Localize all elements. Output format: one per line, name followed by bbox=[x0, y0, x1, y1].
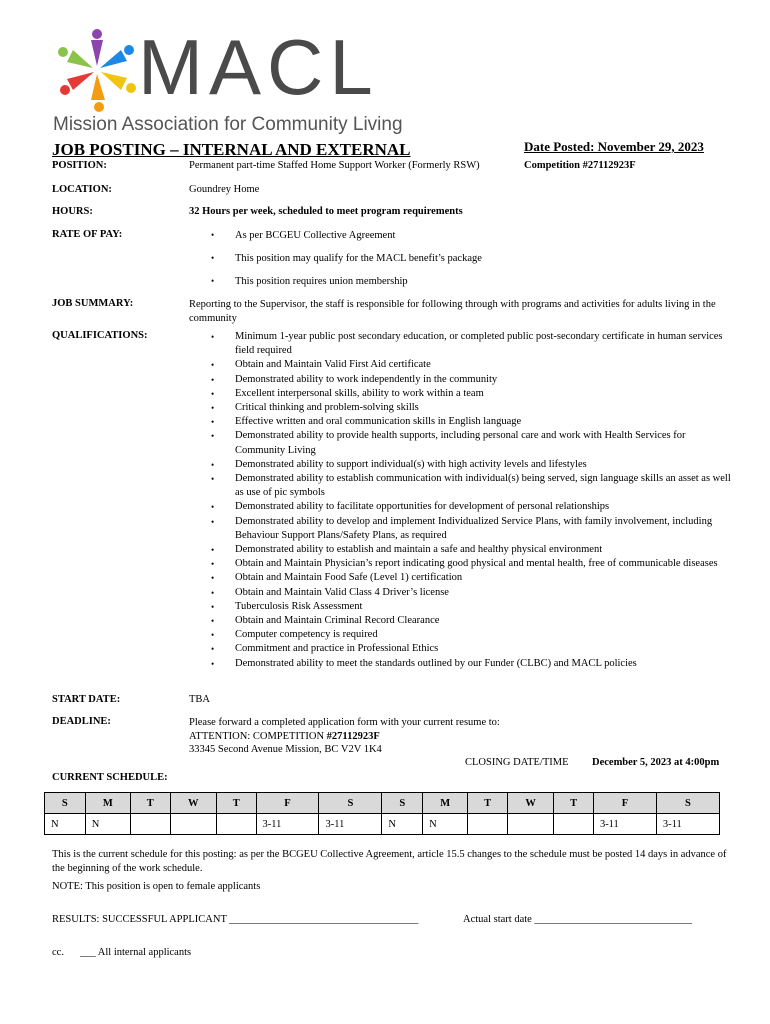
position-value: Permanent part-time Staffed Home Support Worker (Formerly RSW) bbox=[189, 160, 480, 171]
schedule-cell bbox=[130, 814, 170, 835]
schedule-cell bbox=[216, 814, 256, 835]
summary-value: Reporting to the Supervisor, the staff is responsible for following through with programs and activities for adults living in the community bbox=[189, 299, 716, 324]
start-date-value: TBA bbox=[189, 694, 210, 705]
deadline-address: 33345 Second Avenue Mission, BC V2V 1K4 bbox=[189, 744, 382, 755]
deadline-attention bbox=[189, 730, 500, 744]
schedule-day: W bbox=[170, 793, 216, 814]
date-posted: Date Posted: November 29, 2023 bbox=[524, 139, 704, 154]
list-item: • Demonstrated ability to develop and implement Individualized Service Plans, with family involvement, including Behaviour Support Plans/Safety Plans, as required bbox=[189, 515, 734, 543]
attention-text: ATTENTION: COMPETITION bbox=[189, 730, 327, 742]
logo-text: MACL bbox=[138, 23, 379, 111]
list-item: • Excellent interpersonal skills, ability to work within a team bbox=[189, 387, 734, 401]
rate-list bbox=[189, 224, 729, 293]
logo-pinwheel-icon bbox=[52, 28, 142, 113]
schedule-day: T bbox=[130, 793, 170, 814]
org-name: Mission Association for Community Living bbox=[53, 114, 403, 135]
deadline-label: DEADLINE: bbox=[52, 716, 111, 727]
list-item: • This position may qualify for the MACL benefit’s package bbox=[189, 247, 729, 270]
schedule-cell: N bbox=[382, 814, 423, 835]
schedule-cell: N bbox=[45, 814, 86, 835]
hours-label: HOURS: bbox=[52, 206, 93, 217]
rate-label: RATE OF PAY: bbox=[52, 229, 123, 240]
closing-label: CLOSING DATE/TIME bbox=[465, 757, 569, 768]
list-item: • As per BCGEU Collective Agreement bbox=[189, 224, 729, 247]
closing-value: December 5, 2023 at 4:00pm bbox=[592, 757, 720, 768]
schedule-cell: N bbox=[85, 814, 130, 835]
list-item: • Demonstrated ability to establish and maintain a safe and healthy physical environment bbox=[189, 543, 734, 557]
hours-value: 32 Hours per week, scheduled to meet program requirements bbox=[189, 206, 463, 217]
schedule-cell bbox=[468, 814, 508, 835]
schedule-cell: 3-11 bbox=[593, 814, 656, 835]
qualifications-label: QUALIFICATIONS: bbox=[52, 330, 148, 341]
deadline-instruction: Please forward a completed application form with your current resume to: bbox=[189, 717, 500, 728]
schedule-day: S bbox=[656, 793, 719, 814]
schedule-header-row bbox=[45, 793, 720, 814]
schedule-note: This is the current schedule for this posting: as per the BCGEU Collective Agreement, article 15.5 changes to the schedule must be posted 14 days in advance of the beginning of the work schedule. bbox=[52, 849, 727, 874]
schedule-day: F bbox=[256, 793, 319, 814]
list-item: • Critical thinking and problem-solving skills bbox=[189, 401, 734, 415]
page-title: JOB POSTING – INTERNAL AND EXTERNAL bbox=[52, 140, 411, 159]
schedule-day: S bbox=[45, 793, 86, 814]
schedule-cell: 3-11 bbox=[256, 814, 319, 835]
list-item: • Demonstrated ability to meet the standards outlined by our Funder (CLBC) and MACL policies bbox=[189, 657, 734, 671]
list-item: • Demonstrated ability to establish communication with individual(s) being served, sign language skills an asset as well as use of pic symbols bbox=[189, 472, 734, 500]
results-line: RESULTS: SUCCESSFUL APPLICANT ____________________________________ bbox=[52, 914, 419, 925]
schedule-cell bbox=[170, 814, 216, 835]
list-item: • Demonstrated ability to provide health supports, including personal care and work with Health Services for Community Living bbox=[189, 429, 734, 457]
schedule-value-row bbox=[45, 814, 720, 835]
list-item: • Obtain and Maintain Valid First Aid certificate bbox=[189, 358, 734, 372]
attention-number: #27112923F bbox=[326, 730, 380, 742]
schedule-day: S bbox=[382, 793, 423, 814]
list-item: • Demonstrated ability to facilitate opportunities for development of personal relationships bbox=[189, 500, 734, 514]
summary-label: JOB SUMMARY: bbox=[52, 298, 134, 309]
location-label: LOCATION: bbox=[52, 184, 112, 195]
list-item: • Obtain and Maintain Food Safe (Level 1) certification bbox=[189, 571, 734, 585]
list-item: • Obtain and Maintain Valid Class 4 Driver’s license bbox=[189, 586, 734, 600]
list-item: • Tuberculosis Risk Assessment bbox=[189, 600, 734, 614]
list-item: • Minimum 1-year public post secondary education, or completed public post-secondary certificate in human services field required bbox=[189, 330, 734, 358]
schedule-cell bbox=[554, 814, 594, 835]
schedule-day: W bbox=[507, 793, 553, 814]
list-item: • This position requires union membership bbox=[189, 270, 729, 293]
female-note: NOTE: This position is open to female applicants bbox=[52, 881, 261, 892]
schedule-day: M bbox=[85, 793, 130, 814]
schedule-cell: N bbox=[423, 814, 468, 835]
list-item: • Demonstrated ability to support individual(s) with high activity levels and lifestyles bbox=[189, 458, 734, 472]
list-item: • Obtain and Maintain Physician’s report indicating good physical and mental health, free of communicable diseases bbox=[189, 557, 734, 571]
schedule-table bbox=[44, 792, 720, 835]
list-item: • Commitment and practice in Professional Ethics bbox=[189, 642, 734, 656]
list-item: • Obtain and Maintain Criminal Record Clearance bbox=[189, 614, 734, 628]
start-date-label: START DATE: bbox=[52, 694, 121, 705]
schedule-cell bbox=[507, 814, 553, 835]
schedule-day: T bbox=[216, 793, 256, 814]
list-item: • Effective written and oral communication skills in English language bbox=[189, 415, 734, 429]
deadline-block bbox=[189, 716, 500, 757]
schedule-label: CURRENT SCHEDULE: bbox=[52, 772, 168, 783]
cc-item: ___ All internal applicants bbox=[80, 947, 192, 958]
schedule-cell: 3-11 bbox=[656, 814, 719, 835]
schedule-day: T bbox=[554, 793, 594, 814]
schedule-cell: 3-11 bbox=[319, 814, 382, 835]
cc-label: cc. bbox=[52, 947, 64, 958]
actual-start-line: Actual start date ______________________________ bbox=[463, 914, 692, 925]
schedule-day: F bbox=[593, 793, 656, 814]
qualifications-list bbox=[189, 330, 734, 671]
competition-number: Competition #27112923F bbox=[524, 160, 636, 171]
location-value: Goundrey Home bbox=[189, 184, 260, 195]
position-label: POSITION: bbox=[52, 160, 107, 171]
schedule-day: T bbox=[468, 793, 508, 814]
list-item: • Demonstrated ability to work independently in the community bbox=[189, 373, 734, 387]
schedule-day: S bbox=[319, 793, 382, 814]
schedule-day: M bbox=[423, 793, 468, 814]
list-item: • Computer competency is required bbox=[189, 628, 734, 642]
